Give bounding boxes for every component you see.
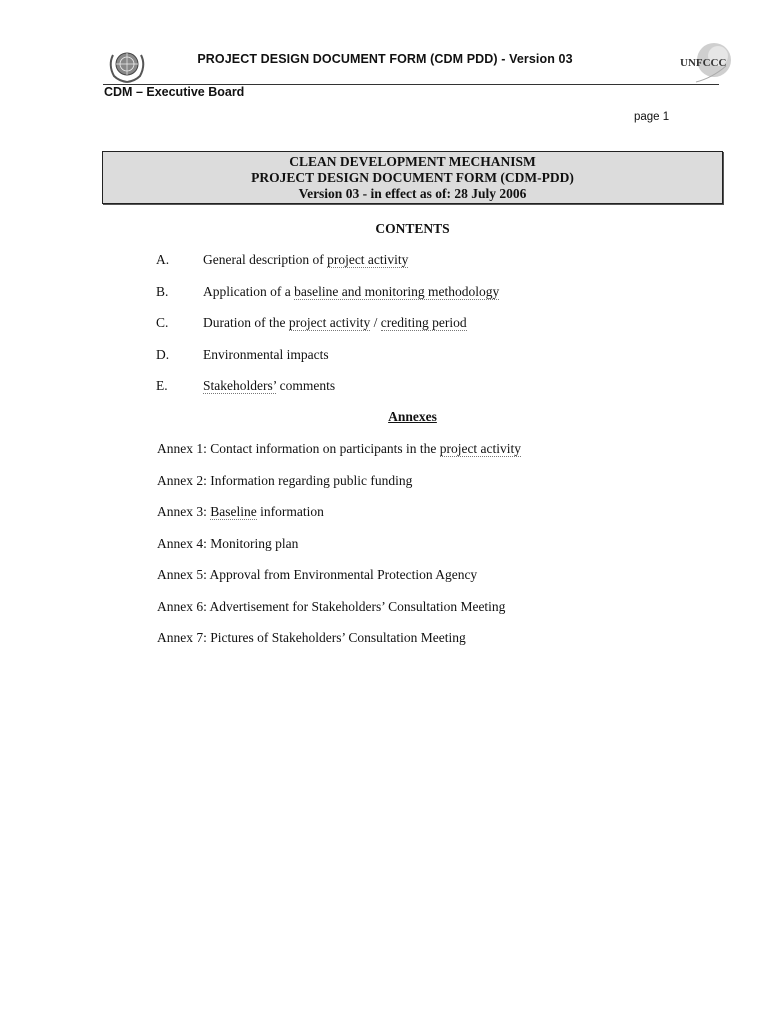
annex-item-text: Annex 6: Advertisement for Stakeholders’ Consultation Meeting	[157, 598, 506, 614]
glossary-link[interactable]: project activity	[327, 252, 409, 267]
annex-item-text: Annex 7: Pictures of Stakeholders’ Consultation Meeting	[157, 630, 466, 645]
contents-item-letter: E.	[156, 378, 168, 393]
header-title: PROJECT DESIGN DOCUMENT FORM (CDM PDD) - Version 03	[197, 52, 573, 66]
contents-item-text-part: General description of	[203, 252, 328, 267]
page-number: page 1	[634, 111, 670, 123]
glossary-link[interactable]: baseline and monitoring methodology	[294, 283, 500, 299]
contents-item-letter: C.	[156, 315, 169, 330]
annex-item-text: Annex 1: Contact information on participants in the	[157, 441, 440, 456]
annex-item-text: Annex 5: Approval from Environmental Protection Agency	[157, 567, 478, 582]
contents-item-text-part: comments	[276, 378, 336, 393]
title-line-2: PROJECT DESIGN DOCUMENT FORM (CDM-PDD)	[251, 169, 574, 185]
contents-heading: CONTENTS	[375, 221, 450, 236]
annex-item-text: Annex 3:	[157, 504, 211, 519]
title-line-1: CLEAN DEVELOPMENT MECHANISM	[289, 153, 536, 169]
annex-list	[157, 441, 521, 662]
annex-item	[157, 473, 521, 505]
annex-item	[157, 536, 521, 568]
contents-item-text	[203, 378, 335, 394]
contents-item-text-part: Duration of the	[203, 315, 289, 330]
annex-item	[157, 567, 521, 599]
contents-item-text	[203, 315, 467, 331]
title-line-3: Version 03 - in effect as of: 28 July 2006	[298, 185, 527, 201]
annex-item-text: Annex 2: Information regarding public funding	[157, 472, 413, 488]
unfccc-logo-icon	[678, 40, 734, 88]
contents-item-letter: A.	[156, 252, 170, 267]
annex-item-text: information	[256, 504, 324, 519]
annex-item	[157, 630, 521, 662]
contents-item-text-part: Application of a	[203, 283, 295, 299]
contents-item-letter: B.	[156, 283, 169, 299]
glossary-link[interactable]: project activity	[288, 315, 371, 330]
annex-item-text: Annex 4: Monitoring plan	[157, 535, 299, 551]
annex-item	[157, 599, 521, 631]
glossary-link[interactable]: Baseline	[210, 504, 257, 519]
glossary-link[interactable]: Stakeholders’	[203, 378, 277, 393]
form-title-box	[102, 151, 723, 204]
executive-board-label: CDM – Executive Board	[104, 85, 245, 99]
glossary-link[interactable]: crediting period	[380, 315, 467, 330]
unfccc-logo-text: UNFCCC	[680, 57, 727, 69]
contents-item-text	[203, 252, 408, 268]
contents-item-text	[203, 284, 499, 300]
contents-item-text-part: /	[370, 315, 381, 330]
annexes-heading: Annexes	[388, 409, 437, 424]
annex-item	[157, 504, 521, 536]
glossary-link[interactable]: project activity	[439, 441, 522, 456]
contents-item-letter: D.	[156, 346, 170, 362]
contents-item-text: Environmental impacts	[203, 346, 329, 362]
annex-item	[157, 441, 521, 473]
